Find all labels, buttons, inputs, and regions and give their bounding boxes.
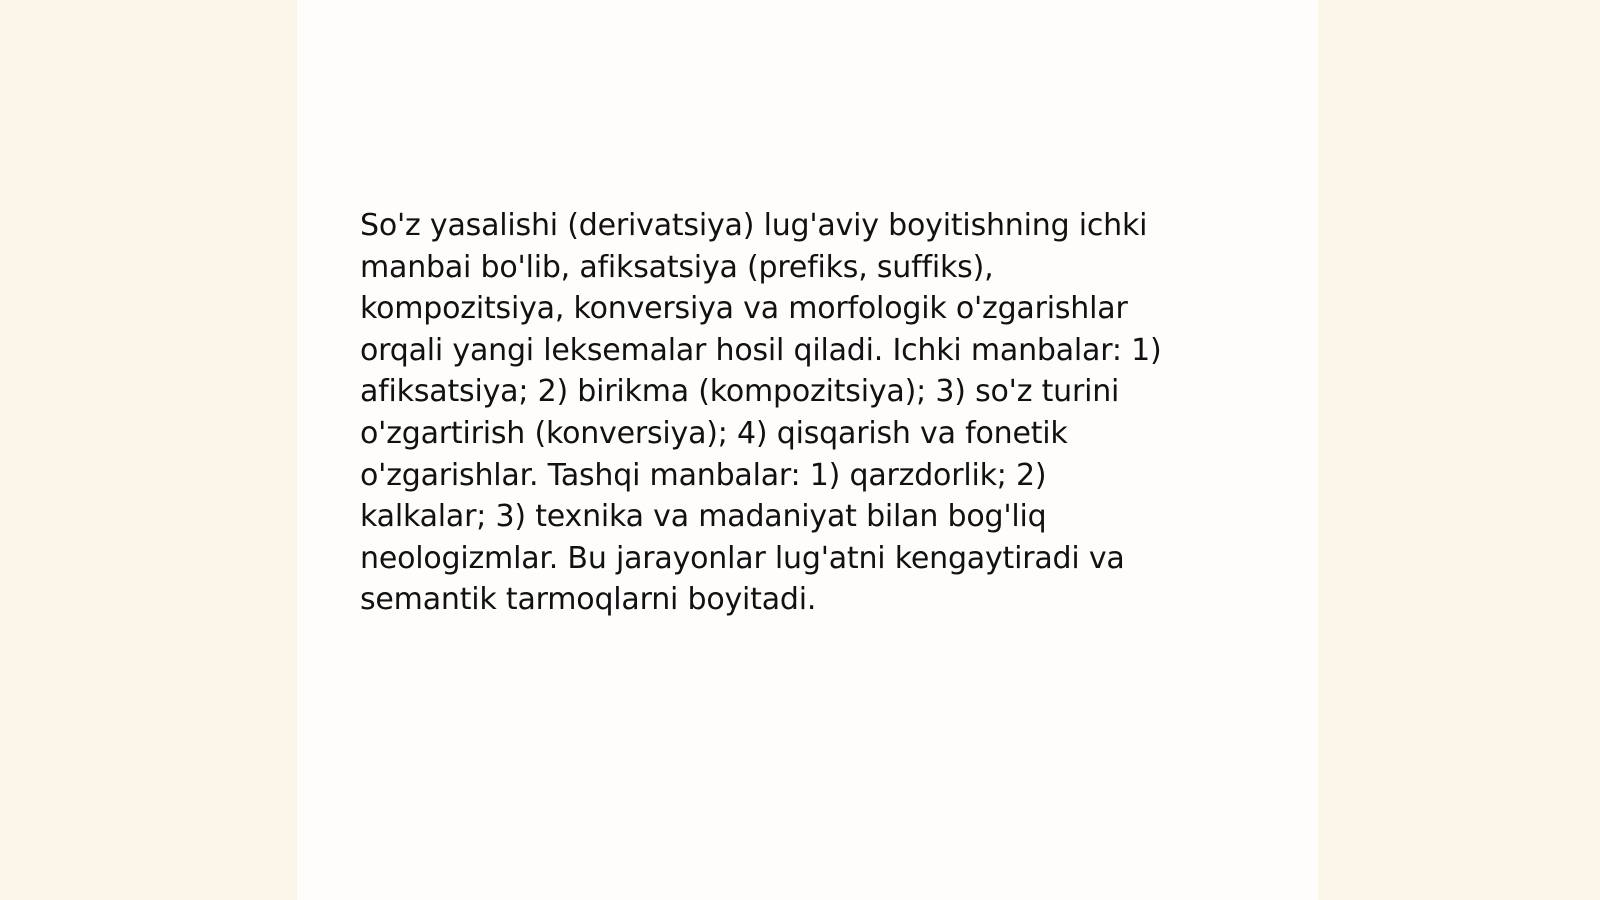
paragraph-line: So'z yasalishi (derivatsiya) lug'aviy boyitishning ichki [360,208,1148,243]
body-paragraph [360,205,1260,621]
paragraph-line: afiksatsiya; 2) birikma (kompozitsiya); 3) so'z turini [360,374,1120,410]
paragraph-line: o'zgarishlar. Tashqi manbalar: 1) qarzdorlik; 2) [360,457,1047,493]
paragraph-line: semantik tarmoqlarni boyitadi. [360,582,817,618]
document-page [297,0,1318,900]
paragraph-line: kalkalar; 3) texnika va madaniyat bilan bog'liq [360,499,1047,535]
paragraph-line: neologizmlar. Bu jarayonlar lug'atni kengaytiradi va [360,540,1125,576]
paragraph-line: orqali yangi leksemalar hosil qiladi. Ichki manbalar: 1) [360,332,1162,368]
paragraph-line: o'zgartirish (konversiya); 4) qisqarish va fonetik [360,415,1068,451]
paragraph-line: kompozitsiya, konversiya va morfologik o'zgarishlar [360,291,1128,327]
paragraph-line: manbai bo'lib, afiksatsiya (prefiks, suffiks), [360,249,994,285]
